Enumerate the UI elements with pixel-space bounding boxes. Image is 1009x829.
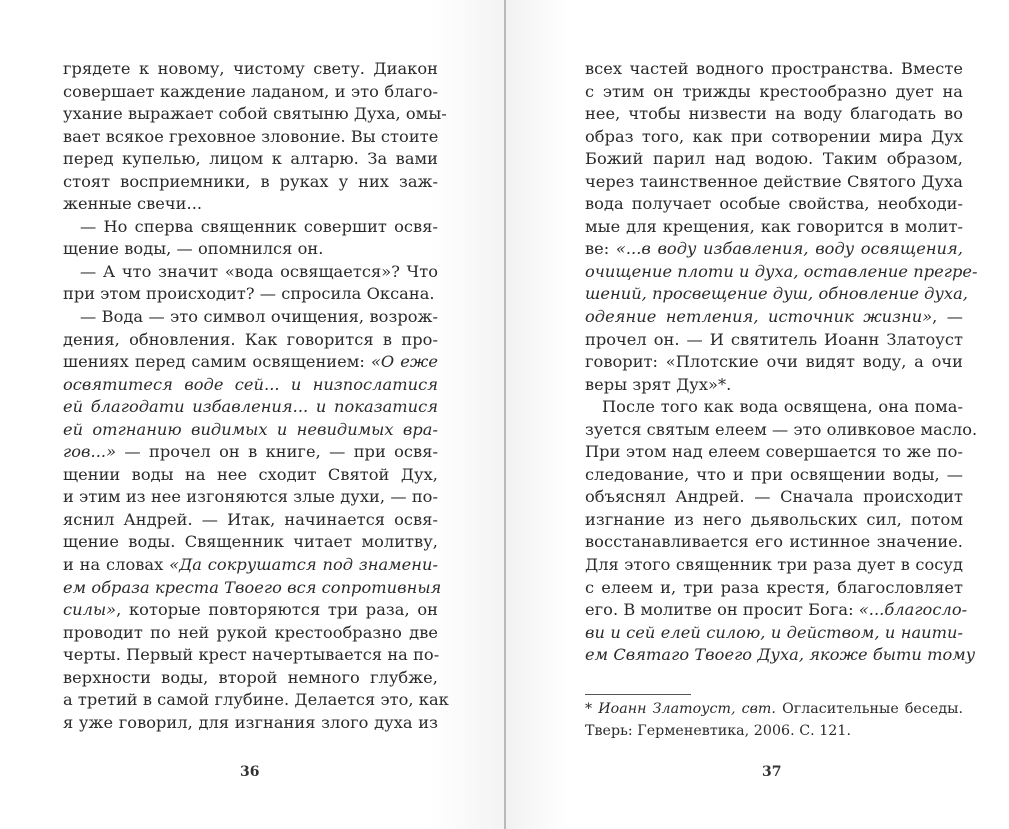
text-line: и на словах «Да сокрушатся под знамени- (63, 555, 438, 575)
text-line: При этом над елеем совершается то же по- (585, 442, 963, 462)
text-line: черты. Первый крест начертывается на по- (63, 645, 440, 665)
text-line: шениях перед самим освящением: «О еже (63, 352, 438, 372)
text-line: говорит: «Плотские очи видят воду, а очи (585, 352, 963, 372)
text-line: ей отгнанию видимых и невидимых вра- (63, 419, 438, 439)
text-line: верхности воды, второй немного глубже, (63, 667, 438, 687)
text-line: с этим он трижды крестообразно дует на (585, 81, 963, 101)
text-line: ем Святаго Твоего Духа, якоже быти тому (585, 645, 976, 665)
text-line: вает всякое греховное зловоние. Вы стоите (63, 126, 439, 146)
text-line: следование, что и при освящении воды, — (585, 464, 963, 484)
text-line: я уже говорил, для изгнания злого духа из (63, 712, 438, 732)
text-line: освятитеся воде сей... и низпослатися (63, 374, 438, 394)
text-line: одеяние нетления, источник жизни», — (585, 307, 963, 327)
right-page-text (585, 58, 978, 667)
right-page (506, 0, 1009, 829)
text-line: через таинственное действие Святого Духа (585, 171, 963, 191)
text-line: его. В молитве он просит Бога: «...благосло- (585, 600, 968, 620)
text-line: вода получает особые свойства, необходи- (585, 194, 963, 214)
text-line: мые для крещения, как говорится в молит- (585, 216, 963, 236)
text-line: и этим из нее изгоняются злые духи, — по- (63, 487, 438, 507)
text-line: Тверь: Герменевтика, 2006. С. 121. (585, 722, 852, 739)
text-line: Для этого священник три раза дует в сосуд (585, 555, 963, 575)
page-number-left: 36 (240, 764, 260, 780)
text-line: проводит по ней рукой крестообразно две (63, 622, 438, 642)
text-line: яснил Андрей. — Итак, начинается освя- (63, 509, 438, 529)
text-line: ухание выражает собой святыню Духа, омы- (63, 104, 447, 124)
text-line: зуется святым елеем — это оливковое масло. (585, 419, 978, 439)
text-line: ем образа креста Твоего вся сопротивныя (63, 577, 442, 597)
footnote (585, 699, 963, 742)
text-line: — А что значит «вода освящается»? Что (80, 261, 438, 281)
text-line: прочел он. — И святитель Иоанн Златоуст (585, 329, 963, 349)
text-line: женные свечи... (63, 194, 203, 214)
text-line: стоят восприемники, в руках у них заж- (63, 171, 438, 191)
text-line: — Вода — это символ очищения, возрож- (80, 307, 438, 327)
text-line: совершает каждение ладаном, и это благо- (63, 81, 438, 101)
text-line: ве: «...в воду избавления, воду освящения, (585, 239, 963, 259)
text-line: силы», которые повторяются три раза, он (63, 600, 438, 620)
text-line: шений, просвещение душ, обновление духа, (585, 284, 968, 304)
text-line: всех частей водного пространства. Вместе (585, 59, 963, 78)
footnote-divider (585, 694, 691, 695)
text-line: щение воды, — опомнился он. (63, 239, 324, 259)
text-line: очищение плоти и духа, оставление прегре- (585, 261, 978, 281)
text-line: перед купелью, лицом к алтарю. За вами (63, 149, 438, 169)
text-line: дения, обновления. Как говорится в про- (63, 329, 438, 349)
text-line: ей благодати избавления... и показатися (63, 397, 439, 417)
text-line: Божий парил над водою. Таким образом, (585, 149, 963, 169)
text-line: а третий в самой глубине. Делается это, как (63, 690, 449, 710)
text-line: объяснял Андрей. — Сначала происходит (585, 487, 963, 507)
text-line: — Но сперва священник совершит освя- (80, 216, 438, 236)
text-line: при этом происходит? — спросила Оксана. (63, 284, 435, 304)
text-line: ви и сей елей силою, и действом, и наити- (585, 622, 964, 642)
text-line: с елеем и, три раза крестя, благословляет (585, 577, 963, 597)
text-line: щении воды на нее сходит Святой Дух, (63, 464, 438, 484)
text-line: образ того, как при сотворении мира Дух (585, 126, 963, 146)
text-line: восстанавливается его истинное значение. (585, 532, 963, 552)
left-page-text (63, 58, 449, 734)
text-line: изгнание из него дьявольских сил, потом (585, 509, 963, 529)
page-number-right: 37 (762, 764, 782, 780)
text-line: нее, чтобы низвести на воду благодать во (585, 104, 963, 124)
text-line: щение воды. Священник читает молитву, (63, 532, 438, 552)
text-line: веры зрят Дух»*. (585, 374, 732, 394)
text-line: гов...» — прочел он в книге, — при освя- (63, 442, 438, 462)
text-line: грядете к новому, чистому свету. Диакон (63, 59, 438, 78)
text-line: После того как вода освящена, она пома- (602, 397, 963, 417)
text-line: * Иоанн Златоуст, свт. Огласительные беседы. (585, 701, 964, 717)
